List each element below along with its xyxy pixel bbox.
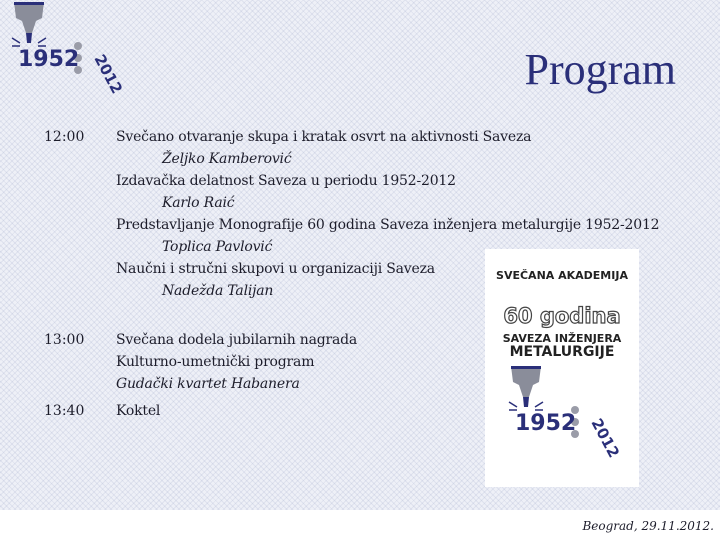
agenda-item: Predstavljanje Monografije 60 godina Saveza inženjera metalurgije 1952-2012: [116, 217, 660, 233]
time-label: 13:00: [44, 332, 85, 348]
agenda-item: Kulturno-umetnički program: [116, 354, 315, 370]
speaker-name: Toplica Pavlović: [162, 239, 273, 255]
performer-name: Gudački kvartet Habanera: [116, 376, 300, 392]
poster-logo-start-year: 1952: [515, 411, 577, 436]
speaker-name: Željko Kamberović: [162, 151, 292, 167]
logo-1952-2012: [4, 0, 134, 108]
agenda-item: Svečano otvaranje skupa i kratak osvrt na aktivnosti Saveza: [116, 129, 532, 145]
poster-logo: [501, 364, 631, 472]
agenda-item: Svečana dodela jubilarnih nagrada: [116, 332, 358, 348]
poster-line-1: SAVEZA INŽENJERA: [502, 332, 622, 345]
agenda-item: Koktel: [116, 403, 161, 419]
poster-anniversary: 60 godina: [503, 304, 621, 328]
poster-line-2: METALURGIJE: [509, 344, 615, 360]
anniversary-poster: [485, 249, 639, 487]
speaker-name: Nadežda Talijan: [162, 283, 274, 299]
agenda-item: Izdavačka delatnost Saveza u periodu 1952-2012: [116, 173, 456, 189]
footer-place-date: Beograd, 29.11.2012.: [582, 519, 714, 533]
footer-bar: [0, 510, 720, 540]
logo-start-year: 1952: [18, 47, 80, 72]
logo-end-year: 2012: [90, 51, 126, 97]
time-label: 13:40: [44, 403, 85, 419]
agenda-item: Naučni i stručni skupovi u organizaciji Saveza: [116, 261, 435, 277]
speaker-name: Karlo Raić: [162, 195, 235, 211]
page-title: Program: [524, 45, 676, 94]
time-label: 12:00: [44, 129, 85, 145]
poster-heading: SVEČANA AKADEMIJA: [496, 269, 628, 282]
poster-logo-end-year: 2012: [587, 415, 623, 461]
